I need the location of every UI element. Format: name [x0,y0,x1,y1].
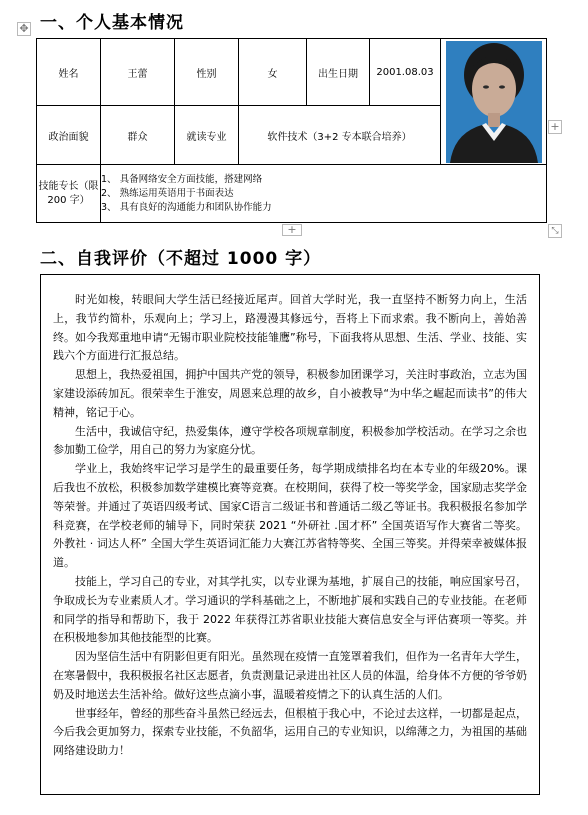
essay-paragraph: 学业上，我始终牢记学习是学生的最重要任务，每学期成绩排名均在本专业的年级20%。课后我也不放松，积极参加数学建模比赛等竞赛。在校期间，获得了校一等奖学金，国家励志奖学金等荣誉。并通过了英语四级考试、国家C语言二级证书和普通话二级乙等证书。我积极报名参加学科竞赛，在学校老师的辅导下，同时荣获 2021 “外研社 .国才杯” 全国英语写作大赛省二等奖。外教社 · 词达人杯” 全国大学生英语词汇能力大赛江苏省特等奖、全国三等奖。并得荣幸被媒体报道。 [53,462,527,570]
essay-paragraph: 时光如梭，转眼间大学生活已经接近尾声。回首大学时光，我一直坚持不断努力向上，生活上，我节约简朴，乐观向上；学习上，路漫漫其修远兮，吾将上下而求索。我不断向上，善始善终。如今我郑重地申请“无锡市职业院校技能雏鹰”称号，下面我将从思想、生活、学业、技能、实践六个方面进行汇报总结。 [53,293,527,363]
name-value: 王蕾 [101,39,175,106]
birth-date-label: 出生日期 [307,39,370,106]
skill-item: 3、 具有良好的沟通能力和团队协作能力 [101,201,272,213]
politics-value: 群众 [101,106,175,165]
table-resize-handle[interactable]: ⤡ [548,224,562,238]
essay-paragraph: 技能上，学习自己的专业，对其学扎实，以专业课为基地，扩展自己的技能，响应国家号召，争取成长为专业素质人才。学习通识的学科基础之上，不断地扩展和实践自己的专业技能。在老师和同学的指导和帮助下，我于 2022 年获得江苏省职业技能大赛信息安全与评估赛项一等奖。并在积极地参加其他技能型的比赛。 [53,574,527,645]
photo-cell [441,39,547,165]
basic-info-table [36,38,547,223]
essay-paragraph: 生活中，我诚信守纪，热爱集体，遵守学校各项规章制度，积极参加学校活动。在学习之余也参加勤工俭学，用自己的努力为家庭分忧。 [53,424,527,457]
name-label: 姓名 [37,39,101,106]
skills-cell [101,165,547,223]
skill-item: 1、 具备网络安全方面技能，搭建网络 [101,173,263,185]
essay-paragraph: 思想上，我热爱祖国，拥护中国共产党的领导，积极参加团课学习，关注时事政治，立志为国家建设添砖加瓦。很荣幸生于淮安，周恩来总理的故乡，自小被教导“为中华之崛起而读书”的伟大精神，铭记于心。 [53,368,527,419]
add-row-button[interactable]: + [282,224,302,236]
id-photo [446,41,542,163]
table-move-handle[interactable]: ✥ [17,22,31,36]
add-column-button[interactable]: + [548,120,562,134]
essay-paragraph: 因为坚信生活中有阴影但更有阳光。虽然现在疫情一直笼罩着我们，但作为一名青年大学生，在寒暑假中，我积极报名社区志愿者，负责测量记录进出社区人员的体温，给身体不方便的爷爷奶奶及时地送去生活补给。做好这些点滴小事，温暖着疫情之下的认真生活的人们。 [53,650,527,701]
section-title-basic-info: 一、个人基本情况 [40,13,184,33]
birth-date-value: 2001.08.03 [370,39,441,106]
major-value: 软件技术（3+2 专本联合培养） [239,106,441,165]
essay-paragraph: 世事经年，曾经的那些奋斗虽然已经远去，但根植于我心中，不论过去这样，一切都是起点，今后我会更加努力，探索专业技能，不负韶华，运用自己的专业知识，以绵薄之力，为祖国的基础网络建设助力！ [53,706,527,758]
gender-value: 女 [239,39,307,106]
skill-item: 2、 熟练运用英语用于书面表达 [101,187,234,199]
major-label: 就读专业 [175,106,239,165]
self-evaluation-box [40,274,540,795]
gender-label: 性别 [175,39,239,106]
section-title-self-evaluation: 二、自我评价（不超过 1000 字） [40,249,322,269]
skills-label: 技能专长（限 200 字） [37,165,101,223]
politics-label: 政治面貌 [37,106,101,165]
